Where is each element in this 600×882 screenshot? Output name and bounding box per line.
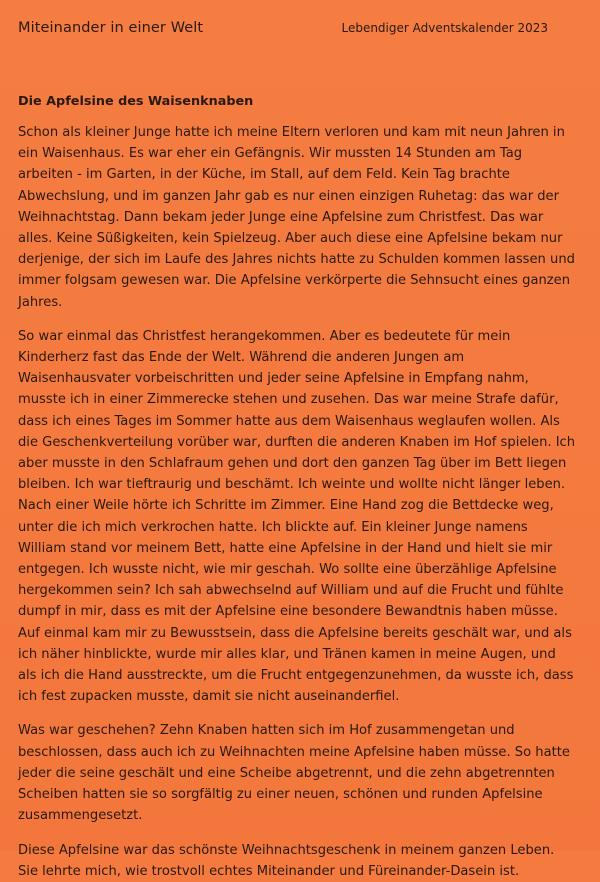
- paragraph: So war einmal das Christfest herangekommen. Aber es bedeutete für mein Kinderherz fast das Ende der Welt. Während die anderen Jungen am Waisenhausvater vorbeischritten und jeder seine Apfelsine in Empfang nahm, musste ich in einer Zimmerecke stehen und zusehen. Das war meine Strafe dafür, dass ich eines Tages im Sommer hatte aus dem Waisenhaus weglaufen wollen. Als die Geschenkverteilung vorüber war, durften die anderen Knaben im Hof spielen. Ich aber musste in den Schlafraum gehen und dort den ganzen Tag über im Bett liegen bleiben. Ich war tieftraurig und beschämt. Ich weinte und wollte nicht länger leben.: [18, 328, 576, 493]
- story-title: Die Apfelsine des Waisenknaben: [18, 94, 254, 109]
- header-title: Miteinander in einer Welt: [18, 20, 204, 36]
- story-body: [18, 122, 578, 882]
- paragraph: Schon als kleiner Junge hatte ich meine Eltern verloren und kam mit neun Jahren in ein Waisenhaus. Es war eher ein Gefängnis. Wir mussten 14 Stunden am Tag arbeiten - im Garten, in der Küche, im Stall, auf dem Feld. Kein Tag brachte Abwechslung, und im ganzen Jahr gab es nur einen einzigen Ruhetag: das war der Weihnachtstag. Dann bekam jeder Junge eine Apfelsine zum Christfest. Das war alles. Keine Süßigkeiten, kein Spielzeug. Aber auch diese eine Apfelsine bekam nur derjenige, der sich im Laufe des Jahres nichts hatte zu Schulden kommen lassen und immer folgsam gewesen war. Die Apfelsine verkörperte die Sehnsucht eines ganzen Jahres.: [18, 125, 575, 310]
- paragraph: Diese Apfelsine war das schönste Weihnachtsgeschenk in meinem ganzen Leben. Sie lehrte mich, wie trostvoll echtes Miteinander und Füreinander-Dasein ist.: [18, 842, 555, 879]
- paragraph: Was war geschehen? Zehn Knaben hatten sich im Hof zusammengetan und beschlossen, dass auch ich zu Weihnachten meine Apfelsine haben müsse. So hatte jeder die seine geschält und eine Scheibe abgetrennt, und die zehn abgetrennten Scheiben hatten sie so sorgfältig zu einer neuen, schönen und runden Apfelsine zusammengesetzt.: [18, 723, 570, 824]
- header-subtitle: Lebendiger Adventskalender 2023: [341, 21, 548, 35]
- page-header: [18, 20, 578, 42]
- paragraph: Nach einer Weile hörte ich Schritte im Zimmer. Eine Hand zog die Bettdecke weg, unter die ich mich verkrochen hatte. Ich blickte auf. Ein kleiner Junge namens William stand vor meinem Bett, hatte eine Apfelsine in der Hand und hielt sie mir entgegen. Ich wusste nicht, wie mir geschah. Wo sollte eine überzählige Apfelsine hergekommen sein? Ich sah abwechselnd auf William und auf die Frucht und fühlte dumpf in mir, dass es mit der Apfelsine eine besondere Bewandtnis haben müsse. Auf einmal kam mir zu Bewusstsein, dass die Apfelsine bereits geschält war, und als ich näher hinblickte, wurde mir alles klar, und Tränen kamen in meine Augen, und als ich die Hand ausstreckte, um die Frucht entgegenzunehmen, da wusste ich, dass ich fest zupacken musste, damit sie nicht auseinanderfiel.: [18, 498, 574, 705]
